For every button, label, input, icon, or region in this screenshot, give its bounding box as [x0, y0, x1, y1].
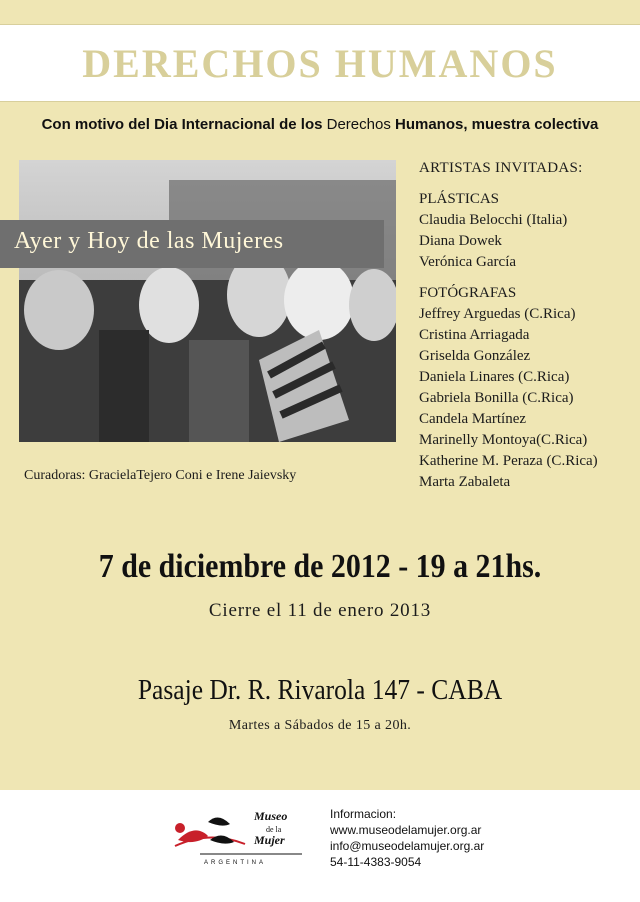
opening-hours: Martes a Sábados de 15 a 20h. [228, 718, 412, 733]
artist-name: Candela Martínez [419, 411, 527, 427]
phone-number: 54-11-4383-9054 [330, 855, 422, 869]
contact-info [330, 806, 484, 870]
subtitle-part1: Con motivo del Dia Internacional de los [41, 116, 327, 133]
footer [0, 790, 640, 902]
subtitle [0, 116, 640, 133]
photo-caption: Ayer y Hoy de las Mujeres [14, 228, 284, 254]
event-address: Pasaje Dr. R. Rivarola 147 - CABA [137, 674, 503, 706]
artists-list [419, 158, 629, 493]
logo-line: Museo [254, 809, 288, 823]
artist-name: Marinelly Montoya(C.Rica) [419, 432, 588, 448]
artist-name: Gabriela Bonilla (C.Rica) [419, 390, 574, 406]
exhibition-photo [19, 160, 396, 442]
artist-name: Griselda González [419, 348, 531, 364]
subtitle-part2: Derechos [326, 116, 391, 133]
curators: Curadoras: GracielaTejero Coni e Irene Jaievsky [24, 468, 297, 483]
info-label: Informacion: [330, 807, 397, 821]
email-link[interactable]: info@museodelamujer.org.ar [330, 839, 485, 853]
closing-date: Cierre el 11 de enero 2013 [208, 600, 432, 621]
artist-name: Cristina Arriagada [419, 327, 530, 343]
group-label: FOTÓGRAFAS [419, 285, 517, 301]
group-label: PLÁSTICAS [419, 191, 500, 207]
logo-country: ARGENTINA [204, 860, 267, 866]
artist-name: Diana Dowek [419, 233, 502, 249]
event-date: 7 de diciembre de 2012 - 19 a 21hs. [98, 548, 542, 585]
artist-name: Verónica García [419, 254, 517, 270]
museum-logo-icon [170, 800, 310, 870]
artists-heading: ARTISTAS INVITADAS: [419, 160, 583, 176]
artist-name: Jeffrey Arguedas (C.Rica) [419, 306, 576, 322]
logo-line: Mujer [254, 833, 285, 847]
logo-line: de la [266, 825, 282, 834]
crowd-photo-illustration [19, 160, 396, 442]
page-title: DERECHOS HUMANOS [82, 41, 558, 86]
artist-name: Claudia Belocchi (Italia) [419, 212, 568, 228]
artist-name: Marta Zabaleta [419, 474, 511, 490]
artist-name: Katherine M. Peraza (C.Rica) [419, 453, 598, 469]
artist-name: Daniela Linares (C.Rica) [419, 369, 570, 385]
subtitle-part3: Humanos, muestra colectiva [390, 116, 599, 133]
website-link[interactable]: www.museodelamujer.org.ar [330, 823, 482, 837]
